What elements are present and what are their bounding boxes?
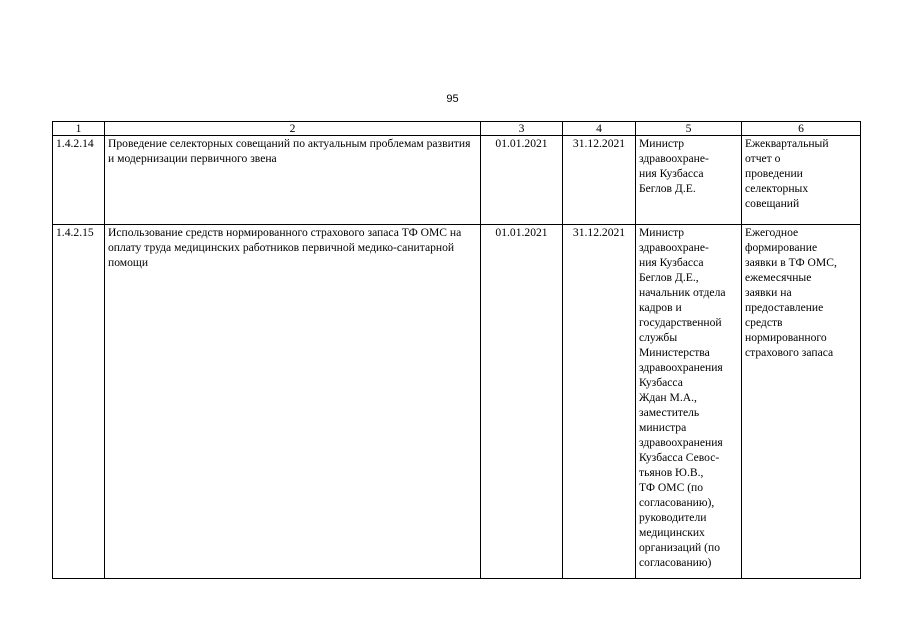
column-header: 4 (563, 122, 636, 136)
activity-description: Проведение селекторных совещаний по актуальным проблемам развития и модернизации первичного звена (105, 136, 481, 225)
expected-result: Ежегодное формирование заявки в ТФ ОМС, ежемесячные заявки на предоставление средств нормированного страхового запаса (742, 225, 861, 579)
column-header: 3 (481, 122, 563, 136)
activity-description: Использование средств нормированного страхового запаса ТФ ОМС на оплату труда медицинских работников первичной медико-санитарной помощи (105, 225, 481, 579)
start-date: 01.01.2021 (481, 136, 563, 225)
column-header: 6 (742, 122, 861, 136)
responsible-persons: Министр здравоохране- ния Кузбасса Беглов Д.Е. (636, 136, 742, 225)
start-date: 01.01.2021 (481, 225, 563, 579)
page-number: 95 (446, 93, 459, 105)
item-number: 1.4.2.15 (53, 225, 105, 579)
column-header: 1 (53, 122, 105, 136)
table-row (53, 225, 861, 579)
expected-result: Ежеквартальный отчет о проведении селекторных совещаний (742, 136, 861, 225)
item-number: 1.4.2.14 (53, 136, 105, 225)
end-date: 31.12.2021 (563, 136, 636, 225)
activity-table (52, 121, 861, 579)
table-header-row (53, 122, 861, 136)
column-header: 2 (105, 122, 481, 136)
responsible-persons: Министр здравоохране- ния Кузбасса Беглов Д.Е., начальник отдела кадров и государственной службы Министерства здравоохранения Кузбасса Ждан М.А., заместитель министра здравоохранения Кузбасса Севос- тьянов Ю.В., ТФ ОМС (по согласованию), руководители медицинских организаций (по согласованию) (636, 225, 742, 579)
column-header: 5 (636, 122, 742, 136)
table-row (53, 136, 861, 225)
end-date: 31.12.2021 (563, 225, 636, 579)
